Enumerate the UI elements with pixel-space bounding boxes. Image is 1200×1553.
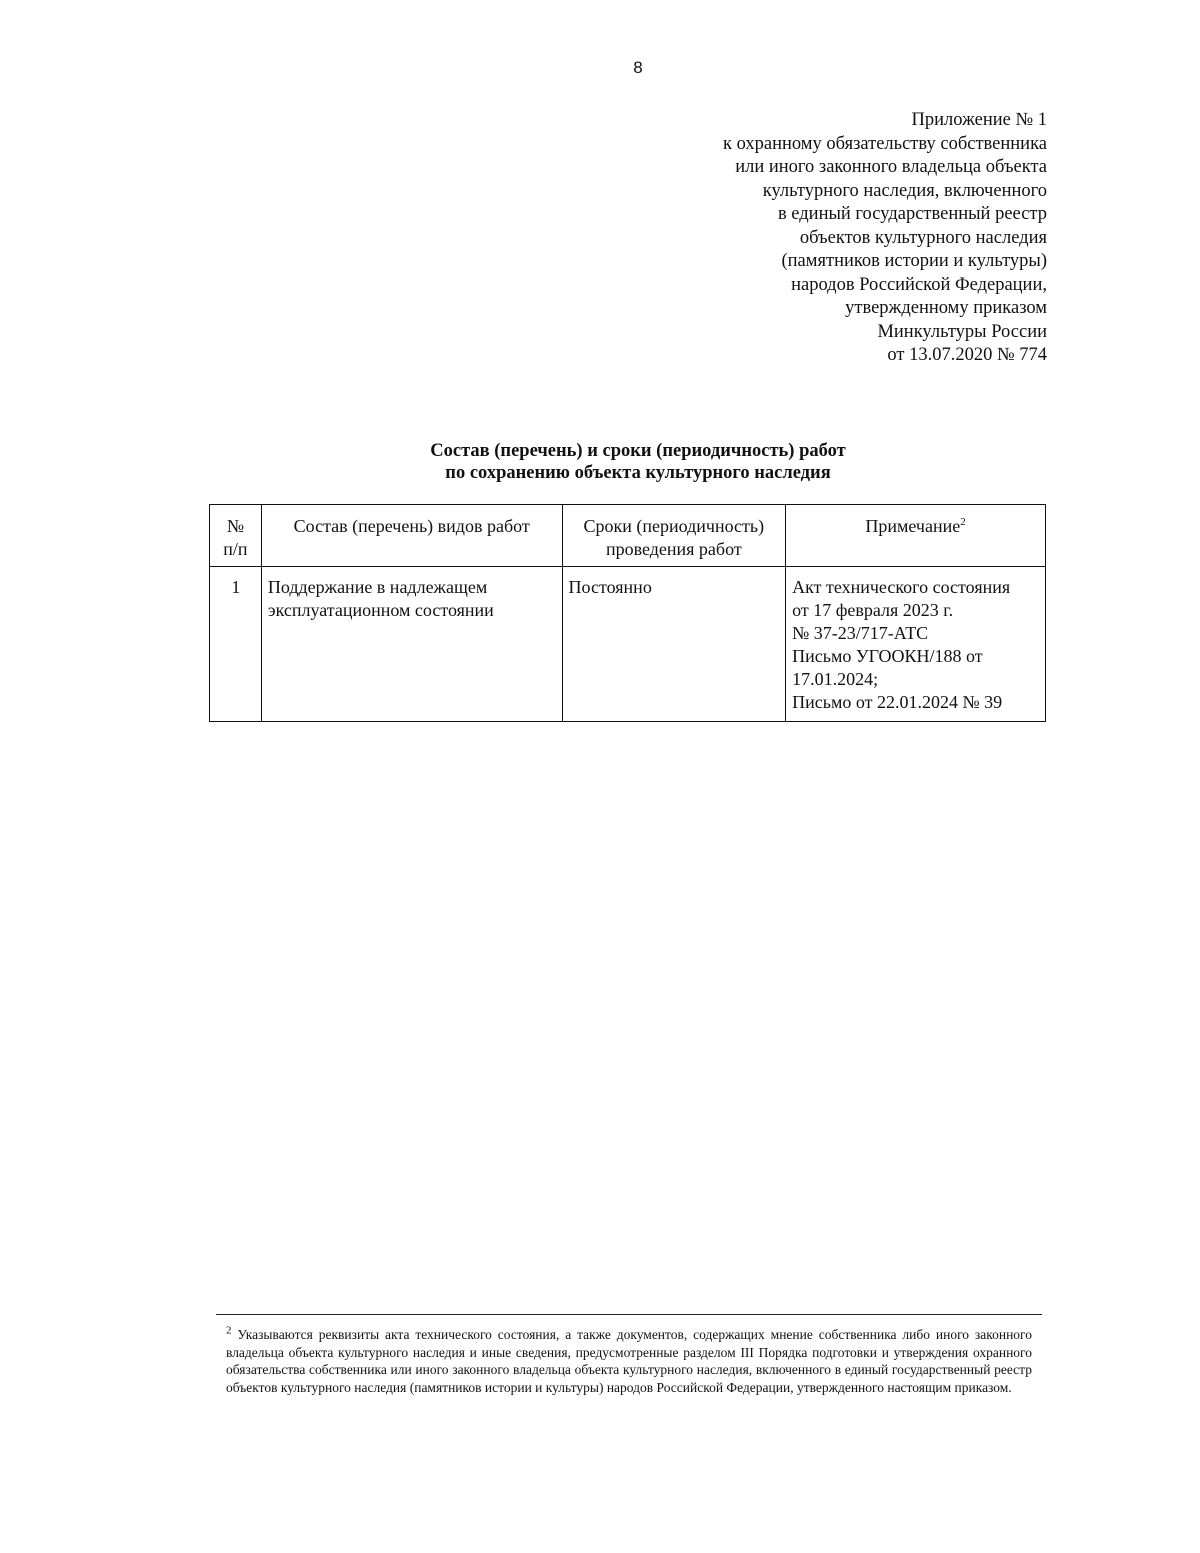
header-works xyxy=(261,505,562,567)
footnote-reference: 2 xyxy=(960,516,966,528)
title-line: Состав (перечень) и сроки (периодичность) работ xyxy=(430,441,846,461)
note-line: Письмо УГООКН/188 от xyxy=(792,646,983,666)
table-header-row xyxy=(210,505,1046,567)
appendix-line: культурного наследия, включенного xyxy=(762,180,1047,201)
header-terms xyxy=(562,505,786,567)
cell-works xyxy=(261,567,562,722)
header-terms-line: проведения работ xyxy=(605,539,742,559)
note-line: от 17 февраля 2023 г. xyxy=(792,600,954,620)
page-number: 8 xyxy=(633,58,643,77)
footnote-separator xyxy=(216,1314,1042,1315)
header-note xyxy=(786,505,1046,567)
appendix-line: народов Российской Федерации, xyxy=(791,274,1047,295)
footnote-marker: 2 xyxy=(226,1324,232,1337)
appendix-header xyxy=(627,109,1047,368)
footnote xyxy=(226,1326,1032,1396)
header-number xyxy=(210,505,262,567)
header-works-label: Состав (перечень) видов работ xyxy=(293,516,530,536)
footnote-text: Указываются реквизиты акта технического состояния, а также документов, содержащих мнение собственника либо иного законного владельца объекта культурного наследия и иные сведения, предусмотренные разделом III Порядка подготовки и утверждения охранного обязательства собственника или иного законного владельца объекта культурного наследия, включенного в единый государственный реестр объектов культурного наследия (памятников истории и культуры) народов Российской Федерации, утвержденного настоящим приказом. xyxy=(226,1327,1032,1395)
note-line: Акт технического состояния xyxy=(792,577,1011,597)
appendix-line: или иного законного владельца объекта xyxy=(735,157,1047,177)
appendix-line: объектов культурного наследия xyxy=(799,227,1047,248)
appendix-line: Минкультуры России xyxy=(877,321,1047,342)
note-line: 17.01.2024; xyxy=(792,669,879,689)
appendix-line: утвержденному приказом xyxy=(845,298,1047,318)
cell-terms: Постоянно xyxy=(562,567,786,722)
works-line: Поддержание в надлежащем xyxy=(267,577,488,597)
table-row xyxy=(210,567,1046,722)
document-title xyxy=(0,440,1200,484)
works-line: эксплуатационном состоянии xyxy=(267,600,494,620)
header-note-label: Примечание xyxy=(865,516,961,536)
cell-number: 1 xyxy=(210,567,262,722)
appendix-line: (памятников истории и культуры) xyxy=(781,251,1047,271)
header-number-abbr: п/п xyxy=(223,539,248,559)
cell-note xyxy=(786,567,1046,722)
appendix-line: Приложение № 1 xyxy=(911,110,1047,130)
appendix-line: в единый государственный реестр xyxy=(777,204,1047,224)
works-table xyxy=(209,504,1046,722)
note-line: № 37-23/717-АТС xyxy=(792,623,929,643)
title-line: по сохранению объекта культурного наследия xyxy=(445,463,831,483)
header-number-symbol: № xyxy=(226,516,245,536)
appendix-line: от 13.07.2020 № 774 xyxy=(887,345,1047,365)
header-terms-line: Сроки (периодичность) xyxy=(583,516,765,536)
note-line: Письмо от 22.01.2024 № 39 xyxy=(792,692,1003,712)
appendix-line: к охранному обязательству собственника xyxy=(722,133,1047,154)
